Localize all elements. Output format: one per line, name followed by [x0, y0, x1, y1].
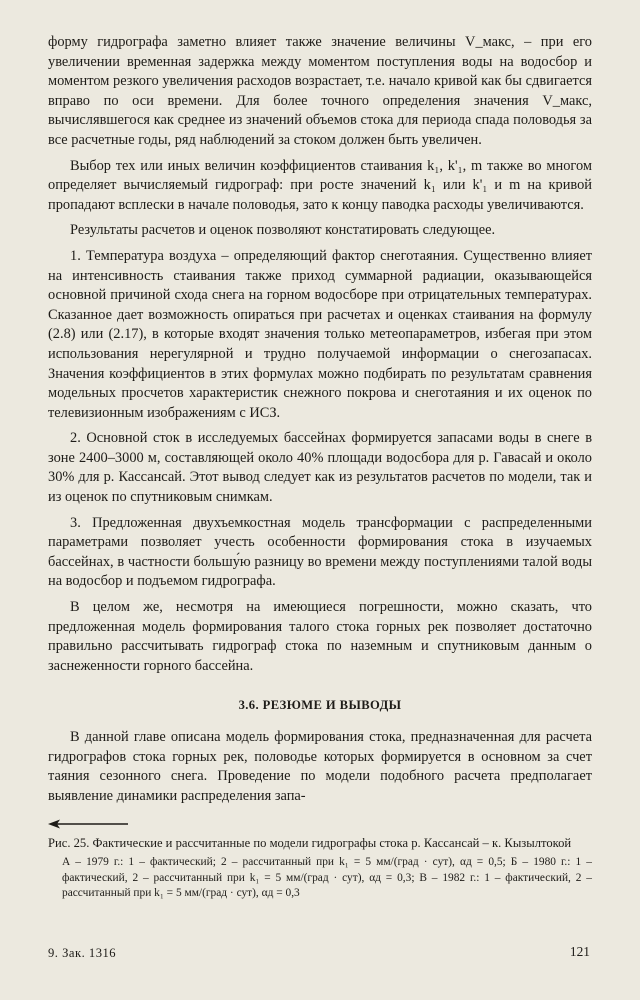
- paragraph-section-intro: В данной главе описана модель формирования стока, предназначенная для расчета гидрографов стока горных рек, половодье которых формируется в основном за счет таяния сезонного снега. Проведение по модели подобного расчета предполагает выявление динамики распределения запа-: [48, 729, 592, 804]
- caption-legend: А – 1979 г.: 1 – фактический; 2 – рассчитанный при k₁ = 5 мм/(град · сут), αд = 0,5; Б – 1980 г.: 1 – фактический, 2 – рассчитанный при k₁ = 5 мм/(град · сут), αд = 0,3; В – 1982 г.: 1 – фактический, 2 – рассчитанный при k₁ = 5 мм/(град · сут), αд = 0,3: [62, 856, 592, 900]
- caption-title: Рис. 25. Фактические и рассчитанные по модели гидрографы стока р. Кассансай – к. Кызылтокой: [48, 836, 572, 850]
- paragraph-summary: В целом же, несмотря на имеющиеся погрешности, можно сказать, что предложенная модель формирования талого стока горных рек позволяет достаточно правильно рассчитывать гидрограф стока по наземным и спутниковым данным о заснеженности горного бассейна.: [48, 599, 592, 674]
- paragraph-conclusion-1: 1. Температура воздуха – определяющий фактор снеготаяния. Существенно влияет на интенсивность стаивания также приход суммарной радиации, оказывающейся основной причиной схода снега на горном водосборе при отрицательных температурах. Сказанное дает возможность опираться при расчетах и оценках стаивания на формулу (2.8) или (2.17), в которые входят значения только метеопараметров, избегая при этом использования нерегулярной и трудно получаемой информации о снегозапасах. Значения коэффициентов в этих формулах можно подбирать по результатам сравнения модельных просчетов характеристик снежного покрова и снеготаяния и их оценок по телевизионным изображениям с ИСЗ.: [48, 247, 592, 421]
- paragraph-melt-coefficients: Выбор тех или иных величин коэффициентов стаивания k₁, k'₁, m также во многом определяет вычисляемый гидрограф: при росте значений k₁ или k'₁ и m на кривой пропадают всплески в начале половодья, зато к концу паводка расходы увеличиваются.: [48, 157, 592, 213]
- paragraph-results-intro: Результаты расчетов и оценок позволяют констатировать следующее.: [70, 222, 496, 239]
- arrow-left-icon: [48, 818, 128, 830]
- paragraph-conclusion-3: 3. Предложенная двухъемкостная модель трансформации с распределенными параметрами позволяет учесть особенности формирования стока в изучаемых бассейнах, в частности большу́ю разницу во времени между поступлениями талой воды на водосбор и подъемом гидрографа.: [48, 514, 592, 590]
- print-order-mark: 9. Зак. 1316: [48, 946, 117, 960]
- page-number: 121: [569, 944, 590, 959]
- body-text: [48, 33, 592, 812]
- section-heading: 3.6. РЕЗЮМЕ И ВЫВОДЫ: [238, 698, 402, 713]
- paragraph-continuation: форму гидрографа заметно влияет также значение величины V_макс, – при его увеличении временная задержка между моментом поступления воды на водосбор и моментом резкого увеличения расходов возрастает, т.е. начало кривой как бы сдвигается вправо по оси времени. Для более точного определения значения V_макс, вычислявшегося как среднее из значений объемов стока для периода спада половодья за все расчетные годы, ряд наблюдений за стоком должен быть увеличен.: [48, 34, 592, 148]
- figure-caption: [48, 835, 592, 902]
- paragraph-conclusion-2: 2. Основной сток в исследуемых бассейнах формируется запасами воды в снеге в зоне 2400–3000 м, составляющей около 40% площади водосбора для р. Гавасай и около 30% для р. Кассансай. Этот вывод следует как из результатов расчетов по модели, так и из оценок по спутниковым снимкам.: [48, 430, 592, 506]
